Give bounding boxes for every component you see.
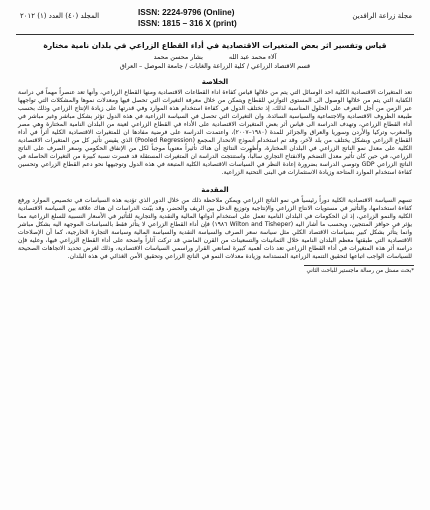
footnote: *بحث مستل من رسالة ماجستير للباحث الثاني (306, 267, 414, 274)
journal-name: مجلة زراعة الرافدين (352, 12, 412, 20)
authors-block (16, 53, 414, 70)
journal-header (16, 6, 414, 35)
abstract-heading: الخلاصة (201, 78, 229, 86)
author-name: بشار محسن محمد (153, 53, 203, 61)
footnote-divider (304, 265, 414, 266)
volume-info: المجلد (٤٠) العدد (١) ٢٠١٢ (20, 12, 100, 20)
affiliation: قسم الاقتصاد الزراعي / كلية الزراعة والغابات / جامعة الموصل – العراق (119, 61, 311, 70)
issn-block (138, 7, 237, 29)
issn-print: ISSN: 1815 – 316 X (print) (138, 19, 237, 28)
author-name: آلاء محمد عبد الله (228, 53, 277, 61)
article-title: قياس وتفسير اثر بعض المتغيرات الاقتصادية في أداء القطاع الزراعي في بلدان نامية مختارة (43, 41, 387, 50)
introduction-heading: المقدمة (201, 185, 229, 194)
introduction-text: تسهم السياسة الاقتصادية الكلية دوراً رئيسياً في نمو الناتج الزراعي ويمكن ملاحظة ذلك من خلال الدور الذي تؤديه هذه السياسات في تخصيص الموارد ورفع كفاءة استخدامها، والتأثير في مستويات الانتاج الزراعي والإنتاجية وتوزيع الدخل بين الريف والحضر، وقد بيّنت الدراسات ان هناك علاقة بين السياسة الاقتصادية الكلية والنمو الزراعي، إذ ان الحكومات في البلدان النامية تعمل على استخدام أدواتها المالية والنقدية والتجارية للتأثير في الأسعار النسبية للسلع الزراعية مما يؤثر في حوافز المنتجين، وبحسب ما أشار اليه (Wilton and Tisheper ١٩٨٦) فإن أداء القطاع الزراعي لا يتأثر فقط بالسياسات الموجهة اليه بشكل مباشر وانما يتأثر بشكل كبير بسياسات الاقتصاد الكلي مثل سياسة سعر الصرف والسياسة النقدية والسياسة المالية وسياسة التجارة الخارجية، كما أن الإصلاحات الاقتصادية التي طبقتها معظم البلدان النامية خلال الثمانينات والتسعينات من القرن الماضي قد تركت آثاراً واضحة على أداء القطاع الزراعي فيها، وعليه فإن دراسة أثر هذه المتغيرات في أداء القطاع الزراعي تعد ذات أهمية كبيرة لصانعي القرار وراسمي السياسات الاقتصادية، وذلك لغرض تحديد الاتجاهات الصحيحة للسياسات الواجب اتباعها لتحقيق التنمية الزراعية المستدامة وزيادة معدلات النمو في الناتج الزراعي وتحقيق الأمن الغذائي في هذه البلدان. (18, 196, 412, 260)
abstract-text: تعد المتغيرات الاقتصادية الكلية احد الوسائل التي يتم من خلالها قياس كفاءة اداء القطاعات الاقتصادية ومنها القطاع الزراعي، وأنها تعد عنصراً مهماً في دراسة الكفاية التي يتم من خلالها الوصول الى المستوى التوازني للقطاع ويتمكن من خلال معرفة التغيرات التي تحصل فيها ومعدلات نموها والمشكلات التي تواجهها عبر الزمن من أجل التعرف على الحلول المناسبة لذلك، إذ تختلف الدول في كفاءة استخدام هذه الموارد وفي قدرتها على زيادة الإنتاج الزراعي وذلك بحسب طبيعة الظروف الاقتصادية والاجتماعية والسياسية السائدة. وان التغيرات التي تحصل في السياسة الزراعية في هذه الدول تؤثر بشكل مباشر وغير مباشر في أداء القطاع الزراعي، وتهدف الدراسة الى قياس أثر بعض المتغيرات الاقتصادية على الأداء في القطاع الزراعي لعينة من البلدان النامية المختارة وهي مصر والمغرب وتركيا والأردن وسوريا والعراق والجزائر للمدة (١٩٨٠–٢٠٠٧)، واعتمدت الدراسة على فرضية مفادها ان للمتغيرات الاقتصادية الكلية أثراً في أداء القطاع الزراعي وبشكل يختلف من بلد لآخر، وقد تم استخدام أنموذج الانحدار المجمع (Pooled Regression) الذي يقيس تأثير كل من المتغيرات الاقتصادية الكلية على معدل نمو الناتج الزراعي في البلدان المختارة، وأظهرت النتائج أن هناك تأثيراً معنوياً موجباً لكل من الإنفاق الحكومي وسعر الصرف على الناتج الزراعي، في حين كان تأثير معدل التضخم والانفتاح التجاري سالباً، واستنتجت الدراسة ان المتغيرات المستقلة قد فسرت نسبة كبيرة من التغيرات الحاصلة في الناتج الزراعي GDP وتوصي الدراسة بضرورة إعادة النظر في السياسات الاقتصادية الكلية المتبعة في هذه الدول وتوجيهها نحو دعم القطاع الزراعي وتحسين كفاءة استخدام الموارد المتاحة وزيادة الاستثمارات في البنى التحتية الزراعية. (18, 89, 413, 177)
issn-online: ISSN: 2224-9796 (Online) (138, 8, 235, 17)
